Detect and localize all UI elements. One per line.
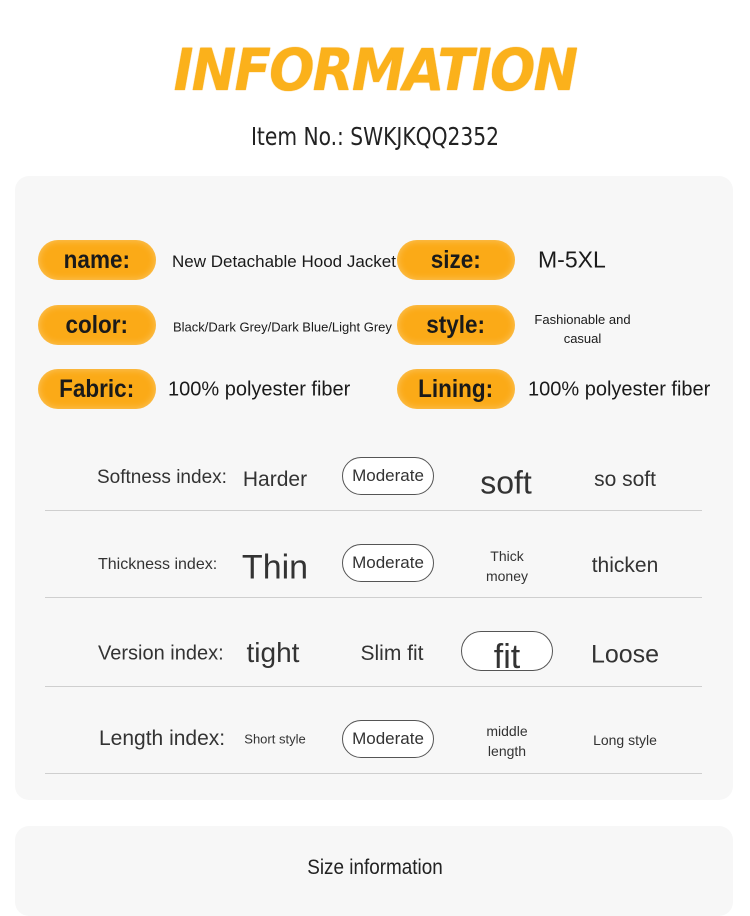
length-index-label: Length index: — [99, 727, 226, 750]
fabric-label-pill — [38, 369, 156, 409]
thickness-option-thicken: thicken — [591, 554, 659, 577]
style-value-line1: Fashionable and — [534, 312, 631, 327]
length-selected-moderate — [342, 720, 434, 758]
row-divider — [45, 597, 702, 598]
softness-option-soft: soft — [480, 464, 532, 501]
size-value: M-5XL — [538, 246, 606, 273]
style-value — [530, 310, 635, 348]
size-label-pill — [397, 240, 515, 280]
length-option-middle-length — [467, 721, 547, 761]
version-option-slim-fit: Slim fit — [360, 642, 424, 665]
thickness-option-money: money — [485, 568, 529, 584]
name-value: New Detachable Hood Jacket — [172, 252, 396, 271]
row-divider — [45, 773, 702, 774]
softness-option-moderate: Moderate — [352, 466, 424, 485]
thickness-option-thick: Thick — [490, 548, 524, 564]
softness-option-so-soft: so soft — [594, 468, 656, 491]
thickness-option-thick-money — [467, 546, 547, 586]
color-label: color: — [65, 310, 129, 339]
size-info-title: Size information — [307, 856, 443, 879]
thickness-index-label: Thickness index: — [98, 556, 218, 573]
softness-option-harder: Harder — [242, 468, 308, 491]
length-option-short-style: Short style — [244, 731, 306, 747]
lining-label: Lining: — [418, 374, 494, 403]
size-label: size: — [430, 245, 482, 274]
row-divider — [45, 686, 702, 687]
thickness-selected-moderate — [342, 544, 434, 582]
thickness-option-moderate: Moderate — [352, 553, 424, 572]
length-option-moderate: Moderate — [352, 729, 424, 748]
thickness-option-thin: Thin — [241, 548, 309, 587]
item-number: Item No.: SWKJKQQ2352 — [250, 122, 500, 151]
length-option-long-style: Long style — [593, 732, 657, 748]
fabric-label: Fabric: — [59, 374, 135, 403]
length-option-length: length — [487, 743, 527, 759]
style-label: style: — [426, 310, 486, 339]
color-label-pill — [38, 305, 156, 345]
row-divider — [45, 510, 702, 511]
version-option-loose: Loose — [590, 640, 660, 669]
page-title: INFORMATION — [173, 36, 577, 104]
softness-index-label: Softness index: — [97, 467, 227, 488]
style-label-pill — [397, 305, 515, 345]
name-label: name: — [63, 245, 131, 274]
version-selected-fit — [461, 631, 553, 676]
softness-selected-moderate — [342, 457, 434, 495]
color-value: Black/Dark Grey/Dark Blue/Light Grey — [173, 319, 392, 335]
name-label-pill — [38, 240, 156, 280]
version-index-label: Version index: — [98, 642, 224, 665]
lining-label-pill — [397, 369, 515, 409]
length-option-middle: middle — [486, 723, 528, 739]
fabric-value: 100% polyester fiber — [168, 378, 351, 401]
style-value-line2: casual — [563, 331, 602, 346]
version-option-tight: tight — [246, 637, 300, 668]
version-option-fit: fit — [493, 637, 521, 676]
lining-value: 100% polyester fiber — [528, 378, 711, 401]
